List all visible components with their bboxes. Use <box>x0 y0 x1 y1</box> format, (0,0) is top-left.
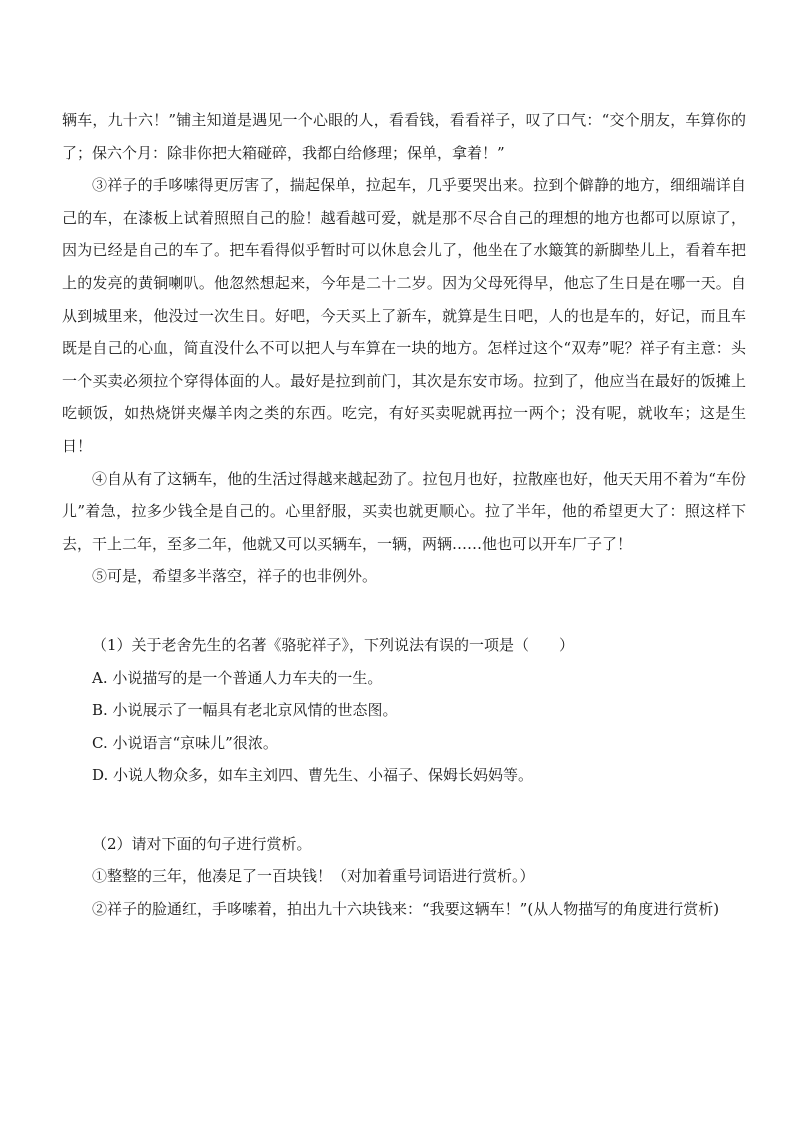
question-2-item-2: ②祥子的脸通红，手哆嗦着，拍出九十六块钱来：“我要这辆车！”(从人物描写的角度进行赏析) <box>92 900 720 919</box>
passage-paragraph-3: ③祥子的手哆嗦得更厉害了，揣起保单，拉起车，几乎要哭出来。拉到个僻静的地方，细细端详自己的车，在漆板上试着照照自己的脸！越看越可爱，就是那不尽合自己的理想的地方也都可以原谅了，因为已经是自己的车了。把车看得似乎暂时可以休息会儿了，他坐在了水簸箕的新脚垫儿上，看着车把上的发亮的黄铜喇叭。他忽然想起来，今年是二十二岁。因为父母死得早，他忘了生日是在哪一天。自从到城里来，他没过一次生日。好吧，今天买上了新车，就算是生日吧，人的也是车的，好记，而且车既是自己的心血，简直没什么不可以把人与车算在一块的地方。怎样过这个“双寿”呢？祥子有主意：头一个买卖必须拉个穿得体面的人。最好是拉到前门，其次是东安市场。拉到了，他应当在最好的饭摊上吃顿饭，如热烧饼夹爆羊肉之类的东西。吃完，有好买卖呢就再拉一两个；没有呢，就收车；这是生日！ <box>62 176 746 455</box>
question-2-title: （2）请对下面的句子进行赏析。 <box>92 834 312 853</box>
passage-paragraph-5: ⑤可是，希望多半落空，祥子的也非例外。 <box>92 567 378 586</box>
passage-paragraph-intro: 辆车，九十六！”铺主知道是遇见一个心眼的人，看看钱，看看祥子，叹了口气：“交个朋友，车算你的了；保六个月：除非你把大箱碰碎，我都白给修理；保单，拿着！” <box>62 111 746 162</box>
passage-paragraph-4: ④自从有了这辆车，他的生活过得越来越起劲了。拉包月也好，拉散座也好，他天天用不着为“车份儿”着急，拉多少钱全是自己的。心里舒服，买卖也就更顺心。拉了半年，他的希望更大了：照这样下去，干上二年，至多二年，他就又可以买辆车，一辆，两辆……他也可以开车厂子了！ <box>62 469 746 553</box>
section-spacer <box>62 792 746 828</box>
question-1-option-b: B. 小说展示了一幅具有老北京风情的世态图。 <box>92 701 398 720</box>
document-content <box>62 104 746 926</box>
question-1 <box>62 629 746 792</box>
question-2-item-1: ①整整的三年，他凑足了一百块钱！（对加着重号词语进行赏析。） <box>92 867 535 886</box>
section-spacer <box>62 593 746 629</box>
question-1-title: （1）关于老舍先生的名著《骆驼祥子》，下列说法有误的一项是（ ） <box>92 635 575 654</box>
question-1-option-c: C. 小说语言“京味儿”很浓。 <box>92 733 278 752</box>
question-1-option-d: D. 小说人物众多，如车主刘四、曹先生、小福子、保姆长妈妈等。 <box>92 766 534 785</box>
question-1-option-a: A. 小说描写的是一个普通人力车夫的一生。 <box>92 668 383 687</box>
question-2 <box>62 828 746 926</box>
